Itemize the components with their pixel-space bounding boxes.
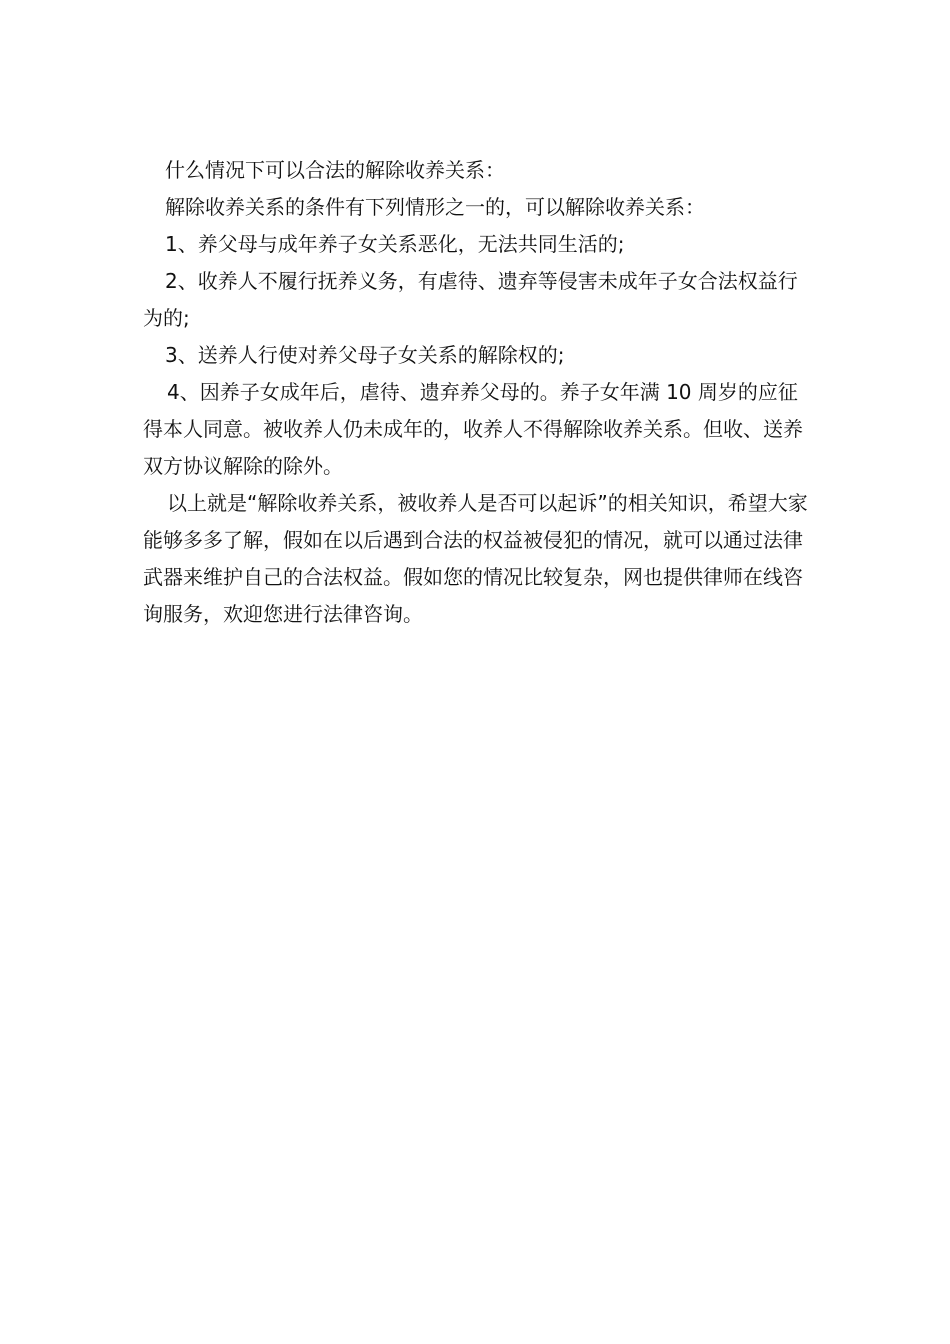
title-line: 什么情况下可以合法的解除收养关系： — [165, 158, 505, 182]
list-item: 1、养父母与成年养子女关系恶化，无法共同生活的; — [165, 232, 625, 256]
list-item: 4、因养子女成年后，虐待、遗弃养父母的。养子女年满 10 周岁的应征得本人同意。被收养人仍未成年的，收养人不得解除收养关系。但收、送养双方协议解除的除外。 — [143, 380, 803, 478]
closing-paragraph: 以上就是“解除收养关系，被收养人是否可以起诉”的相关知识，希望大家能够多多了解，假如在以后遇到合法的权益被侵犯的情况，就可以通过法律武器来维护自己的合法权益。假如您的情况比较复杂，网也提供律师在线咨询服务，欢迎您进行法律咨询。 — [143, 491, 808, 626]
list-item: 2、收养人不履行抚养义务，有虐待、遗弃等侵害未成年子女合法权益行为的; — [143, 269, 798, 330]
intro-line: 解除收养关系的条件有下列情形之一的，可以解除收养关系： — [165, 195, 705, 219]
list-item: 3、送养人行使对养父母子女关系的解除权的; — [165, 343, 565, 367]
document-body — [143, 152, 813, 633]
